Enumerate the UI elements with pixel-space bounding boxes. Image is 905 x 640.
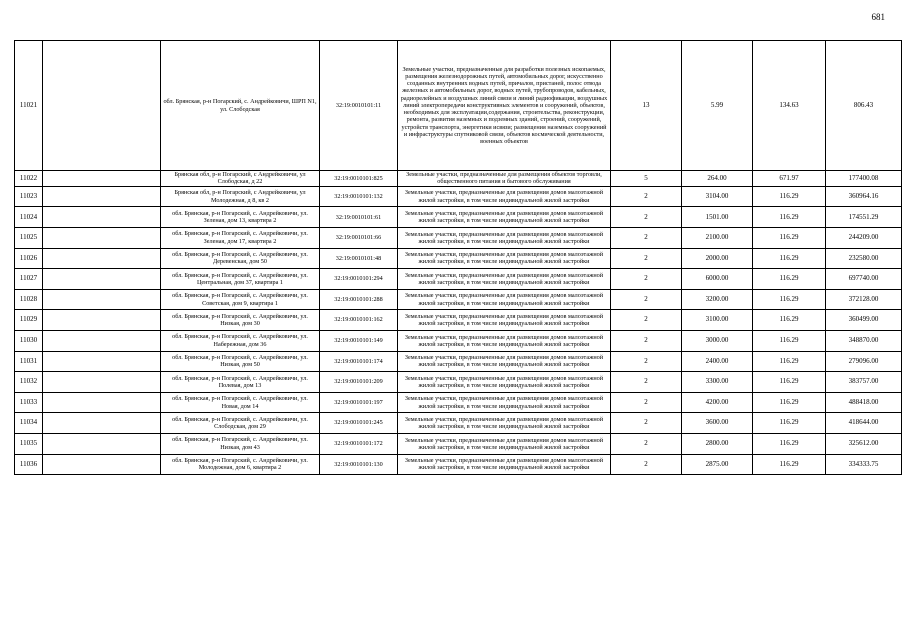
group-code-cell: 2 xyxy=(611,392,682,413)
specific-value-cell: 671.97 xyxy=(753,171,826,187)
table-row xyxy=(15,228,902,249)
land-use-description-cell: Земельные участки, предназначенные для размещения домов малоэтажной жилой застройки, в том числе индивидуальной жилой застройки xyxy=(398,392,611,413)
group-code-cell: 5 xyxy=(611,171,682,187)
cadastral-value-cell: 372128.00 xyxy=(826,289,902,310)
address-cell: Брянская обл, р-н Погарский, с Андрейковичи, ул Слободская, д 22 xyxy=(161,171,320,187)
address-cell: обл. Брянская, р-н Погарский, с. Андрейковичи, ул. Центральная, дом 37, квартира 1 xyxy=(161,269,320,290)
row-number-cell: 11035 xyxy=(15,433,43,454)
group-code-cell: 2 xyxy=(611,207,682,228)
group-code-cell: 2 xyxy=(611,351,682,372)
specific-value-cell: 116.29 xyxy=(753,413,826,434)
group-code-cell: 2 xyxy=(611,310,682,331)
group-code-cell: 2 xyxy=(611,269,682,290)
specific-value-cell: 116.29 xyxy=(753,269,826,290)
address-cell: обл. Брянская, р-н Погарский, с. Андрейковичи, ул. Новая, дом 14 xyxy=(161,392,320,413)
area-cell: 3300.00 xyxy=(682,372,753,393)
land-use-description-cell: Земельные участки, предназначенные для размещения домов малоэтажной жилой застройки, в том числе индивидуальной жилой застройки xyxy=(398,228,611,249)
table-row xyxy=(15,392,902,413)
land-use-description-cell: Земельные участки, предназначенные для размещения домов малоэтажной жилой застройки, в том числе индивидуальной жилой застройки xyxy=(398,330,611,351)
cadastral-number-cell: 32:19:0010101:11 xyxy=(320,41,398,171)
specific-value-cell: 116.29 xyxy=(753,392,826,413)
group-code-cell: 2 xyxy=(611,454,682,475)
cadastral-value-cell: 334333.75 xyxy=(826,454,902,475)
specific-value-cell: 116.29 xyxy=(753,228,826,249)
cadastral-value-cell: 348870.00 xyxy=(826,330,902,351)
address-cell: обл. Брянская, р-н Погарский, с. Андрейковичи, ул. Низкая, дом 43 xyxy=(161,433,320,454)
table-row xyxy=(15,372,902,393)
row-number-cell: 11032 xyxy=(15,372,43,393)
specific-value-cell: 116.29 xyxy=(753,330,826,351)
empty-cell xyxy=(43,351,161,372)
row-number-cell: 11031 xyxy=(15,351,43,372)
empty-cell xyxy=(43,186,161,207)
empty-cell xyxy=(43,41,161,171)
specific-value-cell: 116.29 xyxy=(753,207,826,228)
table-row xyxy=(15,351,902,372)
specific-value-cell: 134.63 xyxy=(753,41,826,171)
specific-value-cell: 116.29 xyxy=(753,433,826,454)
cadastral-value-cell: 383757.00 xyxy=(826,372,902,393)
group-code-cell: 2 xyxy=(611,433,682,454)
address-cell: обл. Брянская, р-н Погарский, с. Андрейковичи, ул. Зеленая, дом 17, квартира 2 xyxy=(161,228,320,249)
empty-cell xyxy=(43,433,161,454)
group-code-cell: 2 xyxy=(611,228,682,249)
group-code-cell: 2 xyxy=(611,413,682,434)
area-cell: 4200.00 xyxy=(682,392,753,413)
cadastral-value-cell: 244209.00 xyxy=(826,228,902,249)
cadastral-value-cell: 232580.00 xyxy=(826,248,902,269)
land-use-description-cell: Земельные участки, предназначенные для размещения домов малоэтажной жилой застройки, в том числе индивидуальной жилой застройки xyxy=(398,433,611,454)
table-row xyxy=(15,310,902,331)
empty-cell xyxy=(43,207,161,228)
land-use-description-cell: Земельные участки, предназначенные для размещения домов малоэтажной жилой застройки, в том числе индивидуальной жилой застройки xyxy=(398,310,611,331)
empty-cell xyxy=(43,330,161,351)
row-number-cell: 11022 xyxy=(15,171,43,187)
row-number-cell: 11023 xyxy=(15,186,43,207)
area-cell: 2400.00 xyxy=(682,351,753,372)
specific-value-cell: 116.29 xyxy=(753,289,826,310)
address-cell: обл. Брянская, р-н Погарский, с. Андрейковичи, ул. Набережная, дом 36 xyxy=(161,330,320,351)
group-code-cell: 2 xyxy=(611,372,682,393)
group-code-cell: 2 xyxy=(611,248,682,269)
table-row xyxy=(15,207,902,228)
area-cell: 6000.00 xyxy=(682,269,753,290)
table-row xyxy=(15,41,902,171)
specific-value-cell: 116.29 xyxy=(753,454,826,475)
row-number-cell: 11030 xyxy=(15,330,43,351)
address-cell: обл. Брянская, р-н Погарский, с. Андрейковичи, ул. Полевая, дом 13 xyxy=(161,372,320,393)
empty-cell xyxy=(43,392,161,413)
area-cell: 2100.00 xyxy=(682,228,753,249)
row-number-cell: 11021 xyxy=(15,41,43,171)
table-row xyxy=(15,186,902,207)
specific-value-cell: 116.29 xyxy=(753,372,826,393)
empty-cell xyxy=(43,228,161,249)
row-number-cell: 11029 xyxy=(15,310,43,331)
table-row xyxy=(15,248,902,269)
land-use-description-cell: Земельные участки, предназначенные для размещения домов малоэтажной жилой застройки, в том числе индивидуальной жилой застройки xyxy=(398,351,611,372)
area-cell: 3100.00 xyxy=(682,310,753,331)
empty-cell xyxy=(43,248,161,269)
specific-value-cell: 116.29 xyxy=(753,248,826,269)
area-cell: 5.99 xyxy=(682,41,753,171)
row-number-cell: 11028 xyxy=(15,289,43,310)
empty-cell xyxy=(43,171,161,187)
empty-cell xyxy=(43,413,161,434)
address-cell: обл. Брянская, р-н Погарский, с. Андрейковичи, ул. Слободская, дом 29 xyxy=(161,413,320,434)
land-use-description-cell: Земельные участки, предназначенные для размещения домов малоэтажной жилой застройки, в том числе индивидуальной жилой застройки xyxy=(398,413,611,434)
address-cell: обл. Брянская, р-н Погарский, с. Андрейковичи, ул. Зеленая, дом 13, квартира 2 xyxy=(161,207,320,228)
empty-cell xyxy=(43,454,161,475)
specific-value-cell: 116.29 xyxy=(753,351,826,372)
group-code-cell: 13 xyxy=(611,41,682,171)
cadastral-number-cell: 32:19:0010101:245 xyxy=(320,413,398,434)
cadastral-number-cell: 32:19:0010101:130 xyxy=(320,454,398,475)
land-use-description-cell: Земельные участки, предназначенные для размещения домов малоэтажной жилой застройки, в том числе индивидуальной жилой застройки xyxy=(398,454,611,475)
group-code-cell: 2 xyxy=(611,289,682,310)
cadastral-number-cell: 32:19:0010101:149 xyxy=(320,330,398,351)
empty-cell xyxy=(43,269,161,290)
address-cell: обл. Брянская, р-н Погарский, с. Андрейковичи, ул. Низкая, дом 30 xyxy=(161,310,320,331)
page-number: 681 xyxy=(871,12,885,22)
table-row xyxy=(15,433,902,454)
table-row xyxy=(15,289,902,310)
row-number-cell: 11024 xyxy=(15,207,43,228)
area-cell: 2875.00 xyxy=(682,454,753,475)
cadastral-number-cell: 32:19:0010101:48 xyxy=(320,248,398,269)
land-use-description-cell: Земельные участки, предназначенные для размещения объектов торговли, общественного питания и бытового обслуживания xyxy=(398,171,611,187)
cadastral-number-cell: 32:19:0010101:66 xyxy=(320,228,398,249)
cadastral-number-cell: 32:19:0010101:288 xyxy=(320,289,398,310)
cadastral-value-cell: 488418.00 xyxy=(826,392,902,413)
address-cell: обл. Брянская, р-н Погарский, с. Андрейковичи, ШРП N1, ул. Слободская xyxy=(161,41,320,171)
address-cell: Брянская обл, р-н Погарский, с Андрейковичи, ул Молодежная, д 8, кв 2 xyxy=(161,186,320,207)
cadastral-value-cell: 806.43 xyxy=(826,41,902,171)
area-cell: 1501.00 xyxy=(682,207,753,228)
area-cell: 2000.00 xyxy=(682,248,753,269)
cadastral-value-cell: 177400.08 xyxy=(826,171,902,187)
table-row xyxy=(15,171,902,187)
cadastral-number-cell: 32:19:0010101:162 xyxy=(320,310,398,331)
land-use-description-cell: Земельные участки, предназначенные для размещения домов малоэтажной жилой застройки, в том числе индивидуальной жилой застройки xyxy=(398,207,611,228)
land-cadastral-table xyxy=(14,40,902,475)
cadastral-number-cell: 32:19:0010101:197 xyxy=(320,392,398,413)
cadastral-number-cell: 32:19:0010101:61 xyxy=(320,207,398,228)
address-cell: обл. Брянская, р-н Погарский, с. Андрейковичи, ул. Молодежная, дом 6, квартира 2 xyxy=(161,454,320,475)
land-use-description-cell: Земельные участки, предназначенные для размещения домов малоэтажной жилой застройки, в том числе индивидуальной жилой застройки xyxy=(398,269,611,290)
area-cell: 3104.00 xyxy=(682,186,753,207)
cadastral-value-cell: 279096.00 xyxy=(826,351,902,372)
land-use-description-cell: Земельные участки, предназначенные для размещения домов малоэтажной жилой застройки, в том числе индивидуальной жилой застройки xyxy=(398,186,611,207)
empty-cell xyxy=(43,289,161,310)
area-cell: 3000.00 xyxy=(682,330,753,351)
group-code-cell: 2 xyxy=(611,186,682,207)
table-row xyxy=(15,413,902,434)
empty-cell xyxy=(43,372,161,393)
cadastral-number-cell: 32:19:0010101:174 xyxy=(320,351,398,372)
area-cell: 3600.00 xyxy=(682,413,753,434)
specific-value-cell: 116.29 xyxy=(753,186,826,207)
cadastral-value-cell: 418644.00 xyxy=(826,413,902,434)
cadastral-number-cell: 32:19:0010101:294 xyxy=(320,269,398,290)
table-row xyxy=(15,330,902,351)
land-use-description-cell: Земельные участки, предназначенные для размещения домов малоэтажной жилой застройки, в том числе индивидуальной жилой застройки xyxy=(398,289,611,310)
cadastral-value-cell: 174551.29 xyxy=(826,207,902,228)
area-cell: 264.00 xyxy=(682,171,753,187)
address-cell: обл. Брянская, р-н Погарский, с. Андрейковичи, ул. Советская, дом 9, квартира 1 xyxy=(161,289,320,310)
empty-cell xyxy=(43,310,161,331)
cadastral-number-cell: 32:19:0010101:132 xyxy=(320,186,398,207)
cadastral-number-cell: 32:19:0010101:825 xyxy=(320,171,398,187)
land-use-description-cell: Земельные участки, предназначенные для разработки полезных ископаемых, размещения железнодорожных путей, автомобильных дорог, искусственно созданных внутренних водных путей, причалов, пристаней, полос отвода железных и автомобильных дорог, водных путей, трубопроводов, кабельных, радиорелейных и воздушных линий связи и линий радиофикации, воздушных линий электропередачи конструктивных элементов и сооружений, объектов, необходимых для эксплуатации,содержания, строительства, реконструкции, ремонта, развития наземных и подземных зданий, строений, сооружений, устройств транспорта, энергетики исвязи; размещения наземных сооружений и инфраструктуры спутниковой связи, объектов космической деятельности, военных объектов xyxy=(398,41,611,171)
cadastral-value-cell: 360499.00 xyxy=(826,310,902,331)
row-number-cell: 11026 xyxy=(15,248,43,269)
table-row xyxy=(15,269,902,290)
group-code-cell: 2 xyxy=(611,330,682,351)
cadastral-number-cell: 32:19:0010101:209 xyxy=(320,372,398,393)
row-number-cell: 11034 xyxy=(15,413,43,434)
row-number-cell: 11025 xyxy=(15,228,43,249)
row-number-cell: 11027 xyxy=(15,269,43,290)
cadastral-value-cell: 325612.00 xyxy=(826,433,902,454)
land-use-description-cell: Земельные участки, предназначенные для размещения домов малоэтажной жилой застройки, в том числе индивидуальной жилой застройки xyxy=(398,372,611,393)
address-cell: обл. Брянская, р-н Погарский, с. Андрейковичи, ул. Низкая, дом 50 xyxy=(161,351,320,372)
table-row xyxy=(15,454,902,475)
specific-value-cell: 116.29 xyxy=(753,310,826,331)
cadastral-value-cell: 697740.00 xyxy=(826,269,902,290)
row-number-cell: 11033 xyxy=(15,392,43,413)
cadastral-value-cell: 360964.16 xyxy=(826,186,902,207)
row-number-cell: 11036 xyxy=(15,454,43,475)
land-use-description-cell: Земельные участки, предназначенные для размещения домов малоэтажной жилой застройки, в том числе индивидуальной жилой застройки xyxy=(398,248,611,269)
address-cell: обл. Брянская, р-н Погарский, с. Андрейковичи, ул. Деревенская, дом 50 xyxy=(161,248,320,269)
area-cell: 2800.00 xyxy=(682,433,753,454)
table-body xyxy=(15,41,902,475)
cadastral-number-cell: 32:19:0010101:172 xyxy=(320,433,398,454)
area-cell: 3200.00 xyxy=(682,289,753,310)
